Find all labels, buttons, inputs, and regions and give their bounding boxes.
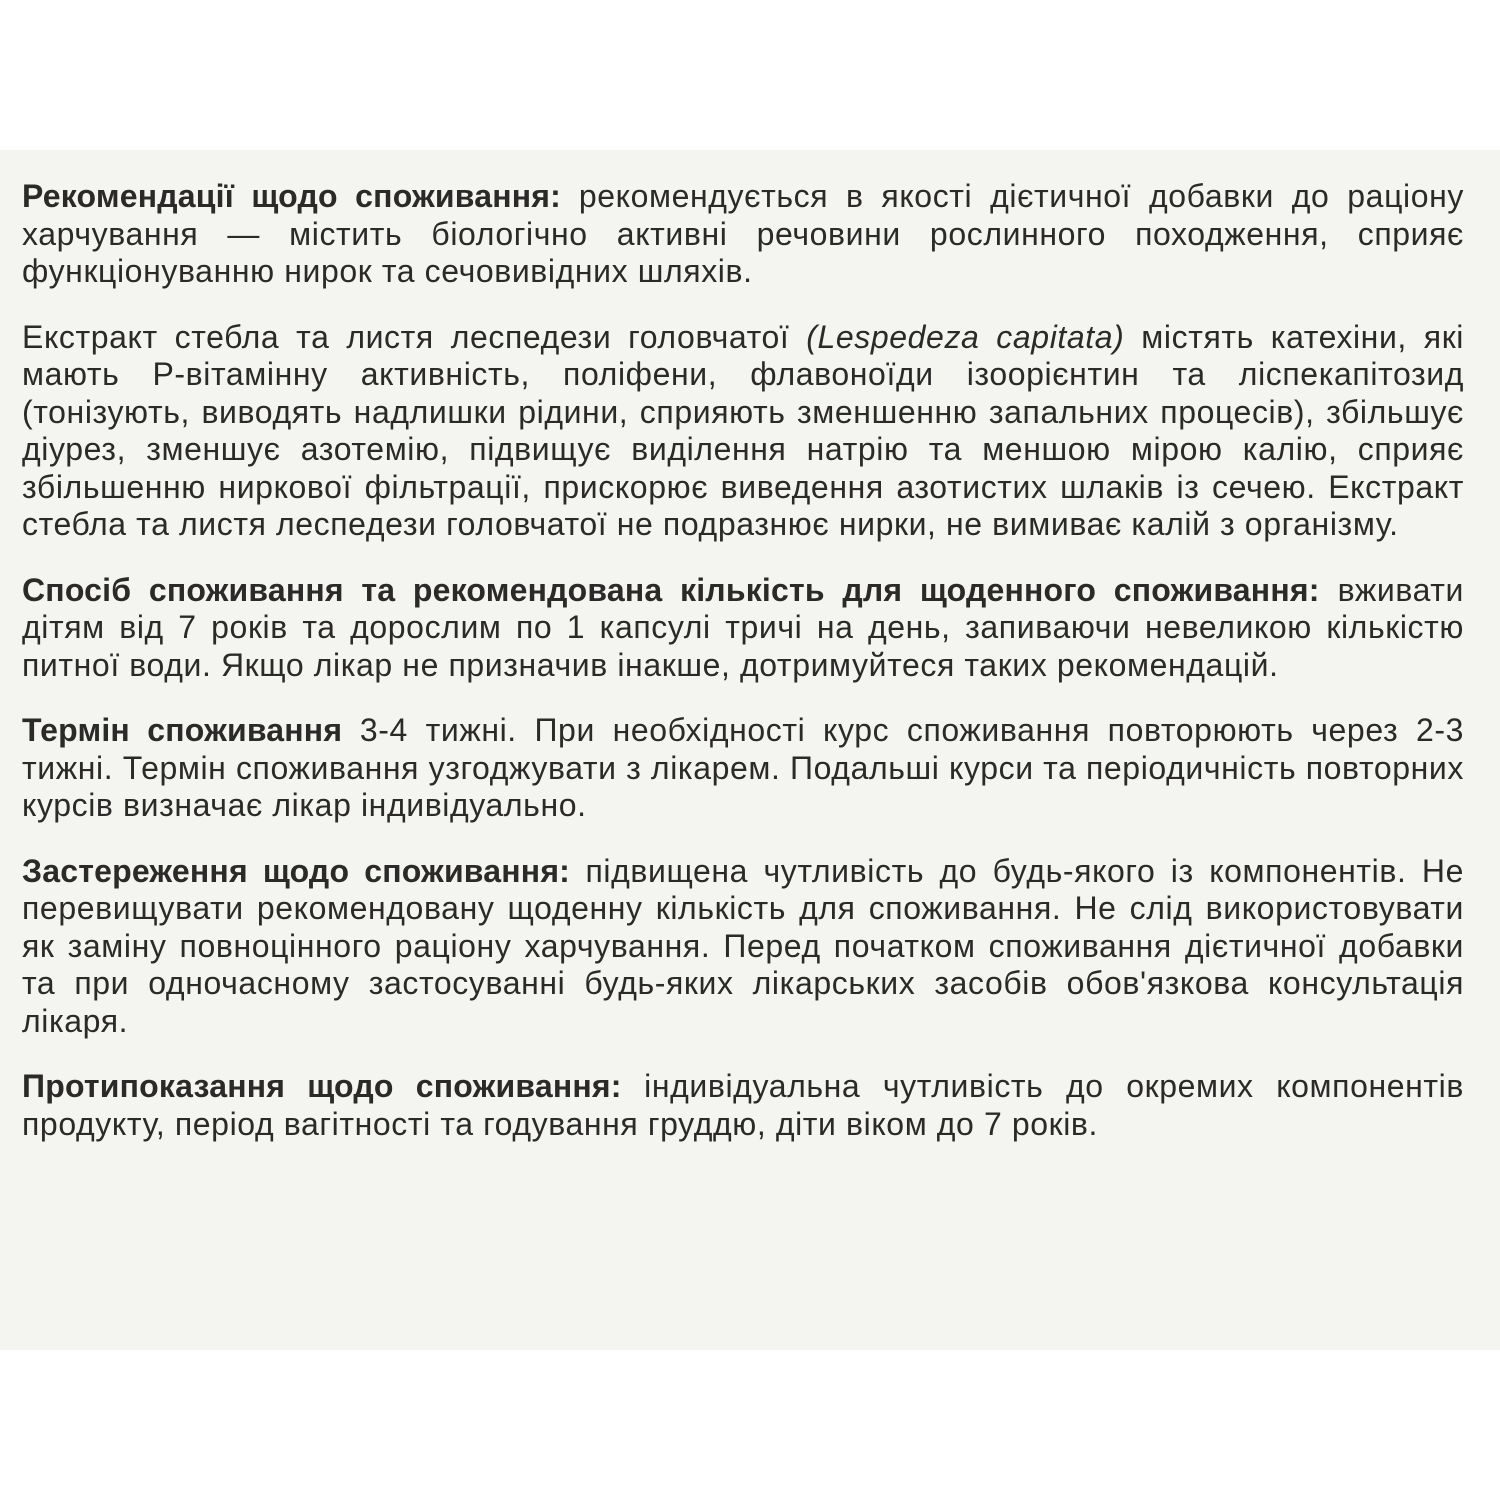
text-extract-after: містять катехіни, які мають Р-вітамінну активність, поліфени, флавоноїди ізоорієнтин та ліспекапітозид (тонізують, виводять надлишки рідини, сприяють зменшенню запальних процесів), збільшує діурез, зменшує азотемію, підвищує виділення натрію та меншою мірою калію, сприяє збільшенню ниркової фільтрації, прискорює виведення азотистих шлаків із сечею. Екстракт стебла та листя леспедези головчатої не подразнює нирки, не вимиває калій з організму. — [22, 318, 1465, 542]
text-method: вживати дітям від 7 років та дорослим по 1 капсулі тричі на день, запиваючи невеликою кількістю питної води. Якщо лікар не призначив інакше, дотримуйтеся таких рекомендацій. — [22, 571, 1464, 683]
paragraph-warnings — [22, 853, 1464, 1041]
text-extract-before: Екстракт стебла та листя леспедези головчатої — [22, 318, 807, 355]
heading-contraindications: Протипоказання щодо споживання: — [22, 1068, 622, 1104]
paragraph-term — [22, 712, 1464, 825]
label-text-panel — [0, 150, 1500, 1350]
text-recommendations: рекомендується в якості дієтичної добавки до раціону харчування — містить біологічно активні речовини рослинного походження, сприяє функціонуванню нирок та сечовивідних шляхів. — [22, 178, 1464, 289]
paragraph-method — [22, 572, 1464, 685]
heading-method: Спосіб споживання та рекомендована кількість для щоденного споживання: — [22, 571, 1320, 608]
latin-name: (Lespedeza capitata) — [806, 318, 1125, 355]
paragraph-extract — [22, 319, 1464, 544]
paragraph-contraindications — [22, 1068, 1464, 1143]
paragraph-recommendations — [22, 178, 1464, 291]
text-contraindications: індивідуальна чутливість до окремих компонентів продукту, період вагітності та годування груддю, діти віком до 7 років. — [22, 1068, 1464, 1142]
text-warnings: підвищена чутливість до будь-якого із компонентів. Не перевищувати рекомендовану щоденну кількість для споживання. Не слід використовувати як заміну повноцінного раціону харчування. Перед початком споживання дієтичної добавки та при одночасному застосуванні будь-яких лікарських засобів обов'язкова консультація лікаря. — [22, 852, 1464, 1039]
heading-term: Термін споживання — [22, 712, 343, 748]
text-term: 3-4 тижні. При необхідності курс споживання повторюють через 2-3 тижні. Термін споживання узгоджувати з лікарем. Подальші курси та періодичність повторних курсів визначає лікар індивідуально. — [22, 712, 1465, 823]
heading-recommendations: Рекомендації щодо споживання: — [22, 178, 562, 214]
heading-warnings: Застереження щодо споживання: — [22, 852, 571, 889]
